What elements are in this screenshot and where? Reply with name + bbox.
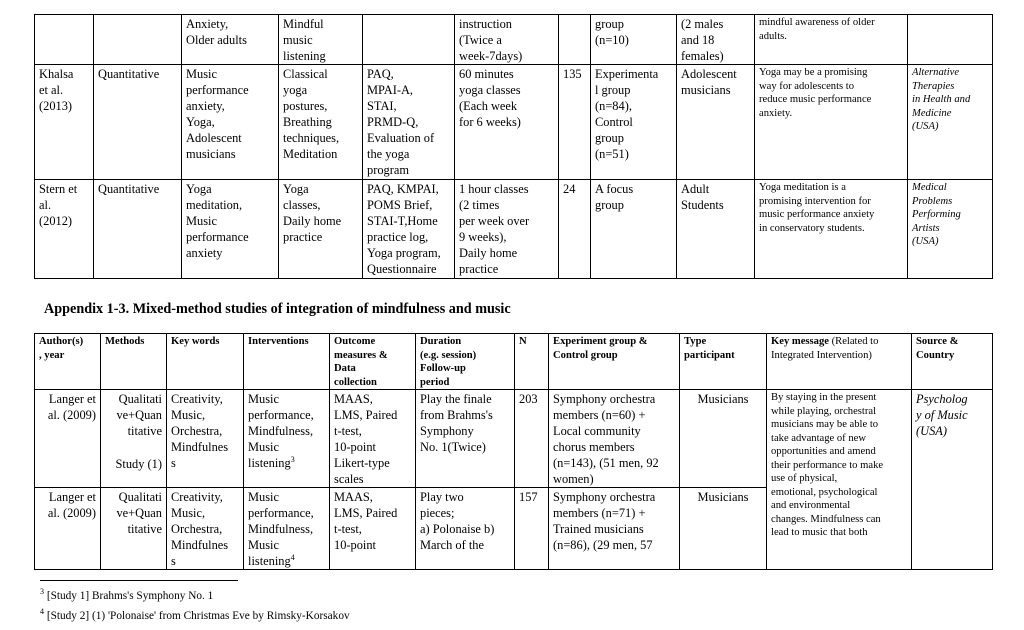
source-cell: Alternative Therapies in Health and Medicine (USA) [908, 65, 993, 180]
author-cell: Khalsa et al. (2013) [35, 65, 94, 180]
duration-cell: 60 minutes yoga classes (Each week for 6 weeks) [455, 65, 559, 180]
source-cell [908, 15, 993, 65]
appendix-heading: Appendix 1-3. Mixed-method studies of integration of mindfulness and music [44, 301, 511, 317]
n-cell: 24 [559, 180, 591, 279]
outcome-cell: MAAS, LMS, Paired t-test, 10-point Likert-type scales [330, 390, 416, 488]
key-message-cell: By staying in the present while playing, orchestral musicians may be able to take advantage of new opportunities and amend their performance to make use of physical, emotional, psychological and environmental changes. Mindfulness can lead to music that both [767, 390, 912, 570]
table-row [35, 15, 993, 65]
source-cell: Medical Problems Performing Artists (USA) [908, 180, 993, 279]
footnote-number: 3 [40, 587, 44, 597]
key-message-cell: Yoga meditation is a promising intervention for music performance anxiety in conservatory students. [755, 180, 908, 279]
footnote-ref: 4 [290, 552, 295, 562]
key-message-header-bold: Key message [771, 336, 829, 347]
footnote-number: 4 [40, 607, 44, 617]
footnote [40, 607, 350, 622]
group-cell: A focus group [591, 180, 677, 279]
interventions-cell [244, 390, 330, 488]
method-text: Qualitati ve+Quan titative [116, 392, 162, 438]
outcome-cell: PAQ, MPAI-A, STAI, PRMD-Q, Evaluation of the yoga program [363, 65, 455, 180]
footnote [40, 587, 214, 602]
author-header: Author(s) , year [35, 334, 101, 390]
participant-type-cell: Adolescent musicians [677, 65, 755, 180]
duration-cell: Play two pieces; a) Polonaise b) March of the [416, 488, 515, 570]
outcome-cell [363, 15, 455, 65]
key-message-header [767, 334, 912, 390]
keywords-cell: Creativity, Music, Orchestra, Mindfulnes s [167, 390, 244, 488]
keywords-header: Key words [167, 334, 244, 390]
group-cell: Experimenta l group (n=84), Control group (n=51) [591, 65, 677, 180]
n-cell: 203 [515, 390, 549, 488]
keywords-cell: Creativity, Music, Orchestra, Mindfulnes s [167, 488, 244, 570]
participant-type-cell: (2 males and 18 females) [677, 15, 755, 65]
method-cell: Quantitative [94, 180, 182, 279]
method-cell: Quantitative [94, 65, 182, 180]
table-row [35, 65, 993, 180]
participant-type-header: Type participant [680, 334, 767, 390]
interventions-header: Interventions [244, 334, 330, 390]
group-cell: group (n=10) [591, 15, 677, 65]
interventions-cell [244, 488, 330, 570]
mixed-method-studies-table [34, 333, 993, 570]
outcome-header: Outcome measures & Data collection [330, 334, 416, 390]
header-row [35, 334, 993, 390]
key-message-header-rest: (Related to Integrated Intervention) [771, 336, 879, 361]
author-cell: Langer et al. (2009) [35, 488, 101, 570]
footnote-text: [Study 2] (1) 'Polonaise' from Christmas Eve by Rimsky-Korsakov [46, 610, 350, 622]
footnote-ref: 3 [290, 454, 295, 464]
source-cell: Psycholog y of Music (USA) [912, 390, 993, 570]
interventions-cell: Mindful music listening [279, 15, 363, 65]
keywords-cell: Music performance anxiety, Yoga, Adolescent musicians [182, 65, 279, 180]
group-header: Experiment group & Control group [549, 334, 680, 390]
interventions-cell: Yoga classes, Daily home practice [279, 180, 363, 279]
table-row [35, 180, 993, 279]
study-label: Study (1) [115, 457, 162, 471]
author-cell [35, 15, 94, 65]
group-cell: Symphony orchestra members (n=71) + Trained musicians (n=86), (29 men, 57 [549, 488, 680, 570]
author-cell: Stern et al. (2012) [35, 180, 94, 279]
interventions-cell: Classical yoga postures, Breathing techniques, Meditation [279, 65, 363, 180]
footnote-divider [40, 580, 238, 581]
outcome-cell: PAQ, KMPAI, POMS Brief, STAI-T,Home practice log, Yoga program, Questionnaire [363, 180, 455, 279]
methods-header: Methods [101, 334, 167, 390]
outcome-cell: MAAS, LMS, Paired t-test, 10-point [330, 488, 416, 570]
footnote-text: [Study 1] Brahms's Symphony No. 1 [46, 590, 214, 602]
n-cell: 135 [559, 65, 591, 180]
author-cell: Langer et al. (2009) [35, 390, 101, 488]
keywords-cell: Yoga meditation, Music performance anxiety [182, 180, 279, 279]
source-header: Source & Country [912, 334, 993, 390]
interventions-text: Music performance, Mindfulness, Music listening [248, 490, 314, 568]
keywords-cell: Anxiety, Older adults [182, 15, 279, 65]
key-message-cell: mindful awareness of older adults. [755, 15, 908, 65]
participant-type-cell: Musicians [680, 390, 767, 488]
method-cell [101, 390, 167, 488]
duration-cell: instruction (Twice a week-7days) [455, 15, 559, 65]
interventions-text: Music performance, Mindfulness, Music listening [248, 392, 314, 470]
participant-type-cell: Adult Students [677, 180, 755, 279]
n-header: N [515, 334, 549, 390]
table-row [35, 390, 993, 488]
participant-type-cell: Musicians [680, 488, 767, 570]
key-message-cell: Yoga may be a promising way for adolescents to reduce music performance anxiety. [755, 65, 908, 180]
group-cell: Symphony orchestra members (n=60) + Local community chorus members (n=143), (51 men, 92 women) [549, 390, 680, 488]
n-cell: 157 [515, 488, 549, 570]
method-cell [94, 15, 182, 65]
n-cell [559, 15, 591, 65]
duration-cell: 1 hour classes (2 times per week over 9 weeks), Daily home practice [455, 180, 559, 279]
method-cell: Qualitati ve+Quan titative [101, 488, 167, 570]
quantitative-studies-table [34, 14, 993, 279]
duration-header: Duration (e.g. session) Follow-up period [416, 334, 515, 390]
duration-cell: Play the finale from Brahms's Symphony No. 1(Twice) [416, 390, 515, 488]
